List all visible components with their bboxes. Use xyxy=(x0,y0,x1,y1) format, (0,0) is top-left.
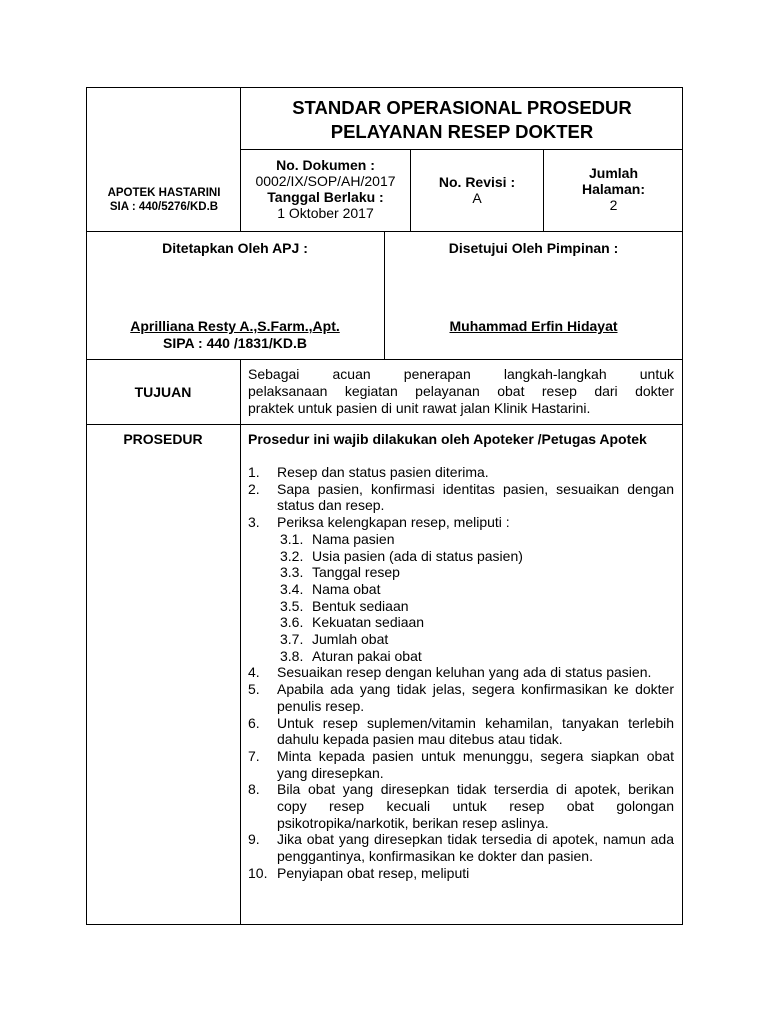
page-title xyxy=(241,96,683,144)
step-text: Resep dan status pasien diterima. xyxy=(277,464,489,480)
revision-value: A xyxy=(472,190,482,206)
header-rule xyxy=(240,149,683,150)
substep-text: Kekuatan sediaan xyxy=(312,614,425,631)
substep-text: Aturan pakai obat xyxy=(312,647,422,664)
effective-date-value: 1 Oktober 2017 xyxy=(277,205,374,221)
sub-list-item xyxy=(248,548,674,565)
list-item xyxy=(248,514,674,531)
substep-text: Nama obat xyxy=(312,580,381,597)
document-number-cell xyxy=(241,157,410,221)
list-item xyxy=(248,865,674,882)
step-number: 2. xyxy=(248,480,260,497)
substep-number: 3.8. xyxy=(280,647,304,664)
pharmacy-name: APOTEK HASTARINI xyxy=(107,187,221,199)
approved-by-leader-heading: Disetujui Oleh Pimpinan : xyxy=(448,240,619,256)
apj-name: Aprilliana Resty A.,S.Farm.,Apt. xyxy=(130,318,340,334)
substep-text: Tanggal resep xyxy=(312,564,400,581)
sub-list-item xyxy=(248,531,674,548)
substep-number: 3.2. xyxy=(280,547,304,564)
prosedur-steps xyxy=(248,464,674,882)
list-item xyxy=(248,715,674,748)
sub-list-item xyxy=(248,581,674,598)
substep-text: Usia pasien (ada di status pasien) xyxy=(312,547,523,564)
signature-bottom-rule xyxy=(86,359,683,360)
step-text: Bila obat yang diresepkan tidak terserdia di apotek, berikan copy resep kecuali untuk resep obat golongan psikotropika/narkotik, berikan resep aslinya. xyxy=(277,781,674,831)
step-number: 5. xyxy=(248,681,260,698)
pages-value: 2 xyxy=(609,197,618,213)
step-number: 4. xyxy=(248,664,260,681)
tujuan-line-2: pelaksanaan kegiatan pelayanan obat resep dari dokter xyxy=(248,383,674,399)
sub-list-item xyxy=(248,598,674,615)
step-text: Periksa kelengkapan resep, meliputi : xyxy=(277,514,510,531)
substep-number: 3.7. xyxy=(280,631,304,648)
list-item xyxy=(248,681,674,714)
revision-label: No. Revisi : xyxy=(438,174,516,190)
sub-list-item xyxy=(248,631,674,648)
revision-cell xyxy=(411,174,543,206)
step-number: 6. xyxy=(248,714,260,731)
pages-label-1: Jumlah xyxy=(588,165,638,181)
apj-signature-block xyxy=(86,318,384,352)
doc-number-label: No. Dokumen : xyxy=(276,157,375,173)
label-column-divider xyxy=(240,359,241,925)
leader-name: Muhammad Erfin Hidayat xyxy=(449,318,618,334)
prosedur-label: PROSEDUR xyxy=(123,431,203,447)
step-number: 8. xyxy=(248,781,260,798)
step-text: Sesuaikan resep dengan keluhan yang ada di status pasien. xyxy=(277,664,652,681)
step-number: 7. xyxy=(248,747,260,764)
list-item xyxy=(248,748,674,781)
pharmacy-block xyxy=(88,186,240,214)
title-line-2: PELAYANAN RESEP DOKTER xyxy=(330,121,594,142)
step-text: Apabila ada yang tidak jelas, segera konfirmasikan ke dokter penulis resep. xyxy=(277,681,674,714)
step-text: Untuk resep suplemen/vitamin kehamilan, tanyakan terlebih dahulu kepada pasien mau ditebus atau tidak. xyxy=(277,714,674,748)
sub-list-item xyxy=(248,614,674,631)
substep-number: 3.1. xyxy=(280,530,304,547)
step-text: Sapa pasien, konfirmasi identitas pasien, sesuaikan dengan status dan resep. xyxy=(277,480,674,514)
sub-list-item xyxy=(248,564,674,581)
tujuan-bottom-rule xyxy=(86,424,683,425)
step-number: 9. xyxy=(248,831,260,848)
step-text: Penyiapan obat resep, meliputi xyxy=(277,864,470,881)
list-item xyxy=(248,831,674,864)
step-number: 3. xyxy=(248,514,260,531)
apj-sipa: SIPA : 440 /1831/KD.B xyxy=(163,335,307,351)
approved-by-apj-heading: Ditetapkan Oleh APJ : xyxy=(162,240,308,256)
substep-text: Bentuk sediaan xyxy=(312,597,409,614)
substep-text: Jumlah obat xyxy=(312,631,389,648)
step-text: Jika obat yang diresepkan tidak tersedia di apotek, namun ada penggantinya, konfirmasikan ke dokter dan pasien. xyxy=(277,831,674,865)
effective-date-label: Tanggal Berlaku : xyxy=(267,189,384,205)
substep-number: 3.5. xyxy=(280,597,304,614)
tujuan-text xyxy=(248,366,674,417)
tujuan-line-3: praktek untuk pasien di unit rawat jalan Klinik Hastarini. xyxy=(248,400,591,416)
list-item xyxy=(248,664,674,681)
sub-list-item xyxy=(248,648,674,665)
pages-cell xyxy=(544,165,683,213)
list-item xyxy=(248,781,674,831)
pages-label-2: Halaman: xyxy=(581,181,646,197)
step-number: 10. xyxy=(248,864,268,881)
title-line-1: STANDAR OPERASIONAL PROSEDUR xyxy=(292,97,632,118)
list-item xyxy=(248,481,674,514)
substep-number: 3.4. xyxy=(280,580,304,597)
prosedur-intro: Prosedur ini wajib dilakukan oleh Apoteker /Petugas Apotek xyxy=(248,431,647,447)
tujuan-label: TUJUAN xyxy=(134,384,192,400)
substep-number: 3.3. xyxy=(280,564,304,581)
pharmacy-sia: SIA : 440/5276/KD.B xyxy=(109,201,219,213)
substep-text: Nama pasien xyxy=(312,530,395,547)
doc-number-value: 0002/IX/SOP/AH/2017 xyxy=(255,173,396,189)
substep-number: 3.6. xyxy=(280,614,304,631)
step-text: Minta kepada pasien untuk menunggu, segera siapkan obat yang diresepkan. xyxy=(277,747,674,781)
tujuan-line-1: Sebagai acuan penerapan langkah-langkah untuk xyxy=(248,366,674,382)
step-number: 1. xyxy=(248,464,260,480)
list-item xyxy=(248,464,674,481)
